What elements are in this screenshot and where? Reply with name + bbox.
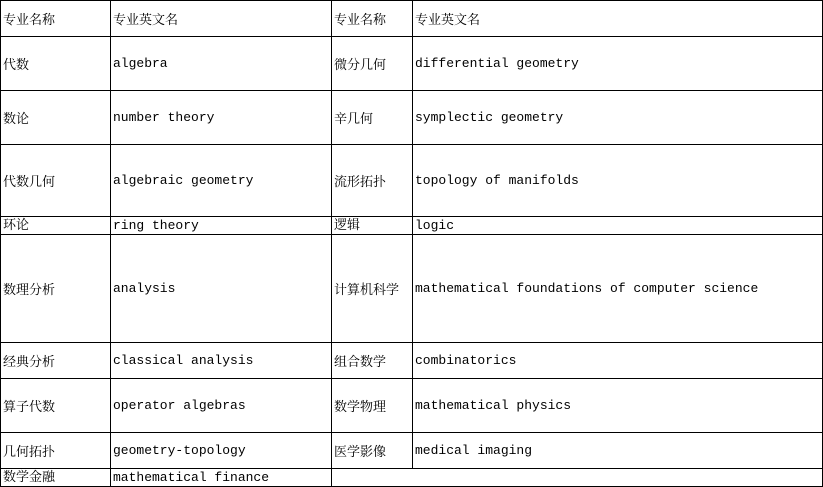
major-name-cell: 数论 (1, 91, 111, 145)
english-name-cell: mathematical physics (413, 379, 823, 433)
major-name-cell: 几何拓扑 (1, 433, 111, 469)
empty-cell (332, 469, 823, 487)
major-name-cell: 组合数学 (332, 343, 413, 379)
table-row (1, 235, 823, 343)
english-name-cell: algebraic geometry (111, 145, 332, 217)
major-name-cell: 逻辑 (332, 217, 413, 235)
major-name-cell: 代数几何 (1, 145, 111, 217)
english-name-cell: classical analysis (111, 343, 332, 379)
major-name-cell: 经典分析 (1, 343, 111, 379)
major-name-cell: 微分几何 (332, 37, 413, 91)
header-major-name-2: 专业名称 (332, 1, 413, 37)
major-name-cell: 数学金融 (1, 469, 111, 487)
table-row (1, 217, 823, 235)
table-row (1, 343, 823, 379)
major-name-cell: 代数 (1, 37, 111, 91)
table-row (1, 379, 823, 433)
header-english-name-2: 专业英文名 (413, 1, 823, 37)
english-name-cell: symplectic geometry (413, 91, 823, 145)
english-name-cell: algebra (111, 37, 332, 91)
major-name-cell: 医学影像 (332, 433, 413, 469)
table-row (1, 433, 823, 469)
english-name-cell: number theory (111, 91, 332, 145)
english-name-cell: analysis (111, 235, 332, 343)
english-name-cell: mathematical finance (111, 469, 332, 487)
header-row (1, 1, 823, 37)
major-name-cell: 数学物理 (332, 379, 413, 433)
english-name-cell: combinatorics (413, 343, 823, 379)
table-row (1, 145, 823, 217)
table-row (1, 37, 823, 91)
header-major-name-1: 专业名称 (1, 1, 111, 37)
english-name-cell: operator algebras (111, 379, 332, 433)
header-english-name-1: 专业英文名 (111, 1, 332, 37)
major-name-cell: 算子代数 (1, 379, 111, 433)
major-name-cell: 数理分析 (1, 235, 111, 343)
major-name-cell: 环论 (1, 217, 111, 235)
english-name-cell: differential geometry (413, 37, 823, 91)
major-name-cell: 流形拓扑 (332, 145, 413, 217)
english-name-cell: mathematical foundations of computer science (413, 235, 823, 343)
major-name-cell: 辛几何 (332, 91, 413, 145)
english-name-cell: logic (413, 217, 823, 235)
major-name-cell: 计算机科学 (332, 235, 413, 343)
english-name-cell: medical imaging (413, 433, 823, 469)
english-name-cell: geometry-topology (111, 433, 332, 469)
table-row (1, 91, 823, 145)
table-row (1, 469, 823, 487)
english-name-cell: topology of manifolds (413, 145, 823, 217)
english-name-cell: ring theory (111, 217, 332, 235)
